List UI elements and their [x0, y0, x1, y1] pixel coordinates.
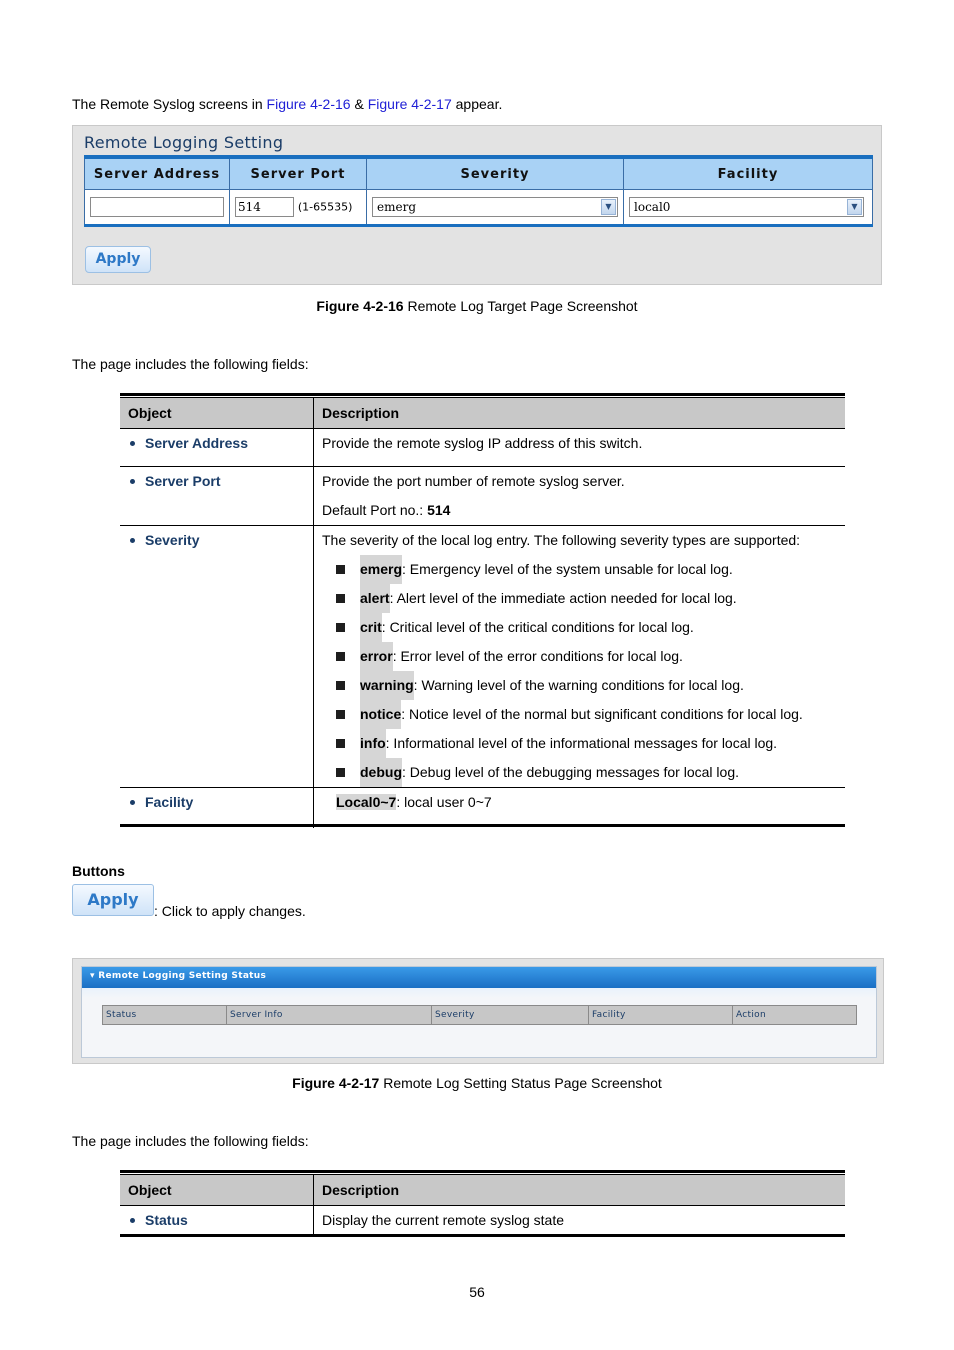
facility-select[interactable]	[629, 197, 864, 217]
status-panel-title	[90, 971, 266, 981]
status-panel-title-text: Remote Logging Setting Status	[98, 971, 267, 981]
col-server-address: Server Address	[85, 157, 230, 190]
remote-logging-status-screenshot	[72, 958, 884, 1064]
caption-2-label: Figure 4-2-17	[292, 1075, 380, 1091]
square-bullet-icon	[336, 768, 345, 777]
table-2-bottom-rule	[120, 1234, 845, 1237]
desc-server-port: Provide the port number of remote syslog server.	[322, 473, 625, 489]
object-facility: Facility	[145, 794, 194, 810]
table-1-top-rule	[120, 393, 845, 396]
severity-text: : Emergency level of the system unsable for local log.	[402, 561, 733, 577]
remote-logging-setting-table	[84, 155, 873, 227]
figure-caption-2	[0, 1075, 954, 1091]
square-bullet-icon	[336, 565, 345, 574]
severity-key: info	[360, 729, 386, 758]
fields-table-1	[120, 398, 845, 828]
severity-key: error	[360, 642, 393, 671]
table-2-header-description: Description	[314, 1175, 846, 1206]
server-port-range: (1-65535)	[297, 200, 353, 214]
table-1-header-object: Object	[120, 398, 314, 429]
desc-server-port-default	[322, 496, 837, 525]
severity-key: warning	[360, 671, 414, 700]
bullet-icon	[130, 800, 135, 805]
square-bullet-icon	[336, 594, 345, 603]
severity-text: : Debug level of the debugging messages for local log.	[402, 764, 739, 780]
severity-selected-value: emerg	[377, 200, 416, 214]
severity-key: emerg	[360, 555, 402, 584]
severity-key: crit	[360, 613, 382, 642]
object-server-address: Server Address	[145, 435, 248, 451]
severity-text: : Alert level of the immediate action needed for local log.	[389, 590, 737, 606]
caption-2-text: Remote Log Setting Status Page Screenshot	[379, 1075, 662, 1091]
figure-4-2-16-link[interactable]: Figure 4-2-16	[266, 96, 351, 112]
status-table-header	[102, 1005, 857, 1025]
col-severity: Severity	[432, 1006, 589, 1025]
intro-prefix: The Remote Syslog screens in	[72, 96, 267, 112]
square-bullet-icon	[336, 652, 345, 661]
table-1-header-description: Description	[314, 398, 846, 429]
object-severity: Severity	[145, 532, 200, 548]
page-number: 56	[469, 1284, 485, 1300]
server-address-input[interactable]	[90, 197, 224, 217]
list-item	[322, 642, 837, 671]
col-server-info: Server Info	[227, 1006, 432, 1025]
apply-button-sample[interactable]: Apply	[72, 884, 154, 916]
remote-logging-setting-screenshot	[72, 125, 882, 285]
list-item	[322, 700, 837, 729]
intro-paragraph	[72, 96, 502, 112]
list-item	[322, 555, 837, 584]
severity-text: : Notice level of the normal but significant conditions for local log.	[401, 706, 803, 722]
bullet-icon	[130, 441, 135, 446]
col-facility: Facility	[589, 1006, 733, 1025]
status-panel-subheader	[82, 988, 876, 998]
fields-intro-2: The page includes the following fields:	[72, 1133, 309, 1149]
bullet-icon	[130, 479, 135, 484]
col-facility: Facility	[624, 157, 873, 190]
severity-text: : Warning level of the warning conditions for local log.	[413, 677, 744, 693]
bullet-icon	[130, 1218, 135, 1223]
buttons-heading: Buttons	[72, 863, 125, 879]
chevron-down-icon[interactable]: ▼	[847, 199, 862, 215]
list-item	[322, 584, 837, 613]
facility-selected-value: local0	[634, 200, 671, 214]
severity-key: alert	[360, 584, 390, 613]
severity-text: : Error level of the error conditions for local log.	[392, 648, 683, 664]
col-server-port: Server Port	[230, 157, 367, 190]
square-bullet-icon	[336, 681, 345, 690]
desc-severity: The severity of the local log entry. The following severity types are supported:	[322, 532, 801, 548]
col-severity: Severity	[367, 157, 624, 190]
server-port-cell	[230, 190, 367, 226]
facility-text: : local user 0~7	[396, 794, 492, 810]
intro-suffix: appear.	[451, 96, 503, 112]
severity-key: notice	[360, 700, 401, 729]
list-item	[322, 613, 837, 642]
square-bullet-icon	[336, 710, 345, 719]
server-address-cell	[85, 190, 230, 226]
fields-intro-1: The page includes the following fields:	[72, 356, 309, 372]
square-bullet-icon	[336, 739, 345, 748]
desc-server-address: Provide the remote syslog IP address of this switch.	[322, 435, 643, 451]
status-panel	[81, 966, 877, 1058]
bullet-icon	[130, 538, 135, 543]
severity-cell	[367, 190, 624, 226]
table-row	[120, 429, 845, 467]
severity-text: : Informational level of the informational messages for local log.	[385, 735, 778, 751]
apply-button[interactable]: Apply	[85, 246, 151, 273]
table-row	[120, 526, 845, 788]
figure-caption-1	[0, 298, 954, 314]
remote-logging-setting-title: Remote Logging Setting	[84, 133, 284, 152]
col-status: Status	[103, 1006, 227, 1025]
col-action: Action	[736, 1010, 766, 1020]
list-item	[322, 671, 837, 700]
intro-amp: &	[350, 96, 368, 112]
fields-table-2	[120, 1175, 845, 1236]
table-1-bottom-rule	[120, 824, 845, 827]
default-port-value: 514	[427, 502, 451, 518]
chevron-down-icon[interactable]: ▼	[601, 199, 616, 215]
object-server-port: Server Port	[145, 473, 221, 489]
list-item	[322, 729, 837, 758]
object-status: Status	[145, 1212, 188, 1228]
severity-key: debug	[360, 758, 402, 787]
table-2-top-rule	[120, 1170, 845, 1173]
table-row	[120, 467, 845, 526]
figure-4-2-17-link[interactable]: Figure 4-2-17	[367, 96, 452, 112]
facility-cell	[624, 190, 873, 226]
desc-status: Display the current remote syslog state	[322, 1212, 564, 1228]
severity-select[interactable]	[372, 197, 618, 217]
square-bullet-icon	[336, 623, 345, 632]
table-2-header-object: Object	[120, 1175, 314, 1206]
apply-description: : Click to apply changes.	[154, 903, 306, 919]
desc-facility	[322, 788, 837, 817]
collapse-arrow-icon[interactable]: ▾	[90, 971, 99, 981]
caption-1-label: Figure 4-2-16	[316, 298, 404, 314]
table-row	[120, 1206, 845, 1236]
server-port-input[interactable]: 514	[235, 197, 294, 217]
facility-key: Local0~7	[336, 794, 397, 810]
list-item	[322, 758, 837, 787]
table-row	[120, 788, 845, 828]
caption-1-text: Remote Log Target Page Screenshot	[403, 298, 638, 314]
default-port-label: Default Port no.:	[322, 502, 428, 518]
severity-text: : Critical level of the critical conditions for local log.	[381, 619, 694, 635]
